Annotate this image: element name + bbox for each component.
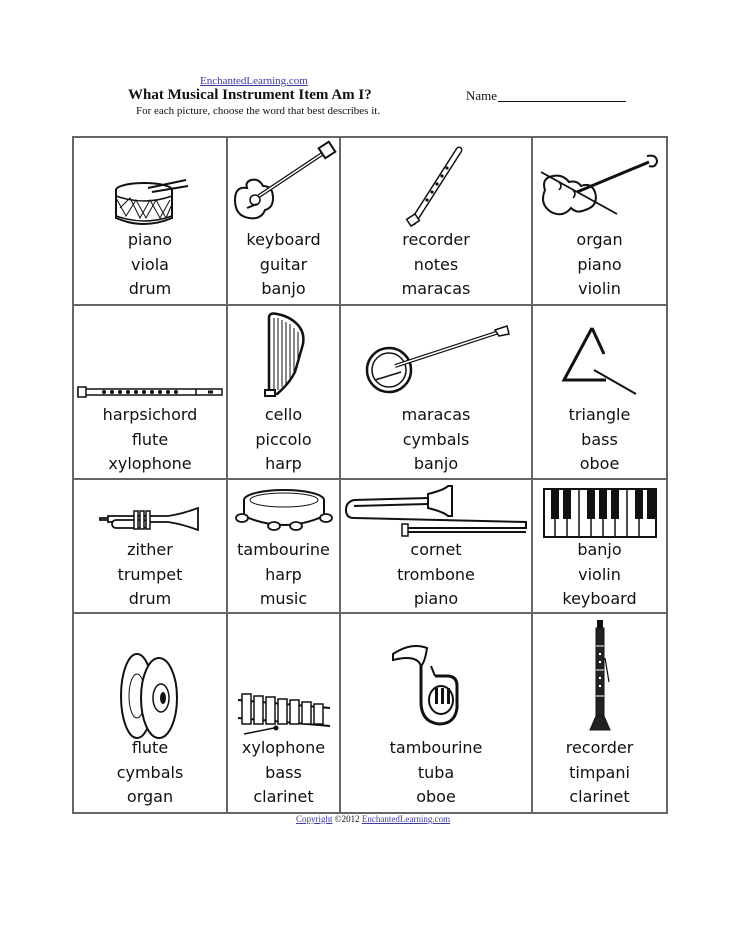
tuba-icon — [391, 642, 481, 728]
option[interactable]: drum — [128, 279, 172, 298]
option[interactable]: xylophone — [241, 738, 326, 757]
cell-tambourine — [228, 480, 341, 614]
name-field-line[interactable] — [498, 101, 626, 102]
cell-xylophone — [228, 614, 341, 814]
option[interactable]: piano — [577, 254, 622, 274]
cell-triangle — [533, 306, 666, 480]
keyboard-icon — [543, 488, 657, 538]
option[interactable]: timpani — [569, 762, 630, 782]
banjo-icon — [361, 326, 511, 394]
option[interactable]: banjo — [577, 540, 622, 559]
triangle-icon — [560, 324, 640, 396]
option[interactable]: piano — [127, 230, 173, 249]
option[interactable]: xylophone — [108, 454, 192, 473]
cell-guitar — [228, 138, 341, 306]
instructions: For each picture, choose the word that best describes it. — [136, 105, 381, 117]
option[interactable]: organ — [126, 787, 174, 806]
cell-violin — [533, 138, 666, 306]
option[interactable]: violin — [578, 279, 621, 298]
option[interactable]: viola — [131, 254, 169, 274]
option[interactable]: recorder — [565, 738, 634, 757]
option[interactable]: organ — [576, 230, 623, 249]
option[interactable]: zither — [127, 540, 173, 559]
option[interactable]: oboe — [416, 787, 456, 806]
guitar-icon — [229, 142, 339, 224]
copyright-year: ©2012 — [334, 814, 360, 824]
option[interactable]: harp — [265, 454, 302, 473]
cell-trombone — [341, 480, 533, 614]
cell-drum — [74, 138, 228, 306]
cell-trumpet — [74, 480, 228, 614]
option[interactable]: violin — [578, 564, 621, 584]
option[interactable]: drum — [128, 589, 172, 608]
option[interactable]: piccolo — [255, 429, 312, 449]
option[interactable]: maracas — [401, 279, 471, 298]
option[interactable]: flute — [131, 429, 169, 449]
option[interactable]: recorder — [402, 230, 470, 249]
option[interactable]: cello — [264, 405, 303, 424]
option[interactable]: harp — [265, 564, 302, 584]
trumpet-icon — [98, 508, 202, 532]
cell-flute — [74, 306, 228, 480]
option[interactable]: trumpet — [117, 564, 183, 584]
cell-keyboard — [533, 480, 666, 614]
harp-icon — [259, 310, 309, 398]
footer — [296, 814, 450, 824]
cymbals-icon — [115, 650, 185, 740]
cell-tuba — [341, 614, 533, 814]
option[interactable]: cymbals — [402, 429, 470, 449]
flute-icon — [76, 384, 224, 400]
option[interactable]: keyboard — [246, 230, 321, 249]
trombone-icon — [344, 486, 528, 538]
option[interactable]: keyboard — [562, 589, 637, 608]
violin-icon — [537, 152, 663, 224]
option[interactable]: banjo — [261, 279, 306, 298]
option[interactable]: bass — [265, 762, 302, 782]
clarinet-icon — [585, 618, 615, 732]
cell-banjo — [341, 306, 533, 480]
option[interactable]: oboe — [579, 454, 620, 473]
page-title: What Musical Instrument Item Am I? — [128, 87, 372, 103]
option[interactable]: music — [259, 589, 308, 608]
option[interactable]: clarinet — [253, 787, 314, 806]
name-label: Name — [466, 88, 498, 103]
cell-clarinet — [533, 614, 666, 814]
option[interactable]: clarinet — [569, 787, 630, 806]
cell-recorder — [341, 138, 533, 306]
option[interactable]: tambourine — [389, 738, 483, 757]
cell-cymbals — [74, 614, 228, 814]
option[interactable]: cornet — [410, 540, 462, 559]
option[interactable]: tuba — [417, 762, 455, 782]
option[interactable]: trombone — [397, 564, 475, 584]
drum-icon — [110, 178, 190, 228]
cell-harp — [228, 306, 341, 480]
option[interactable]: maracas — [401, 405, 471, 424]
option[interactable]: flute — [131, 738, 169, 757]
instrument-grid — [72, 136, 668, 814]
tambourine-icon — [234, 486, 334, 532]
site-link[interactable]: EnchantedLearning.com — [200, 75, 308, 87]
recorder-icon — [401, 144, 471, 226]
option[interactable]: banjo — [413, 454, 459, 473]
xylophone-icon — [234, 692, 334, 736]
option[interactable]: bass — [581, 429, 618, 449]
option[interactable]: triangle — [568, 405, 631, 424]
option[interactable]: harpsichord — [102, 405, 198, 424]
option[interactable]: piano — [413, 589, 459, 608]
option[interactable]: guitar — [259, 254, 308, 274]
option[interactable]: tambourine — [237, 540, 330, 559]
footer-site-link[interactable]: EnchantedLearning.com — [361, 814, 451, 824]
option[interactable]: notes — [413, 254, 459, 274]
copyright-link[interactable]: Copyright — [296, 814, 333, 824]
option[interactable]: cymbals — [116, 762, 184, 782]
